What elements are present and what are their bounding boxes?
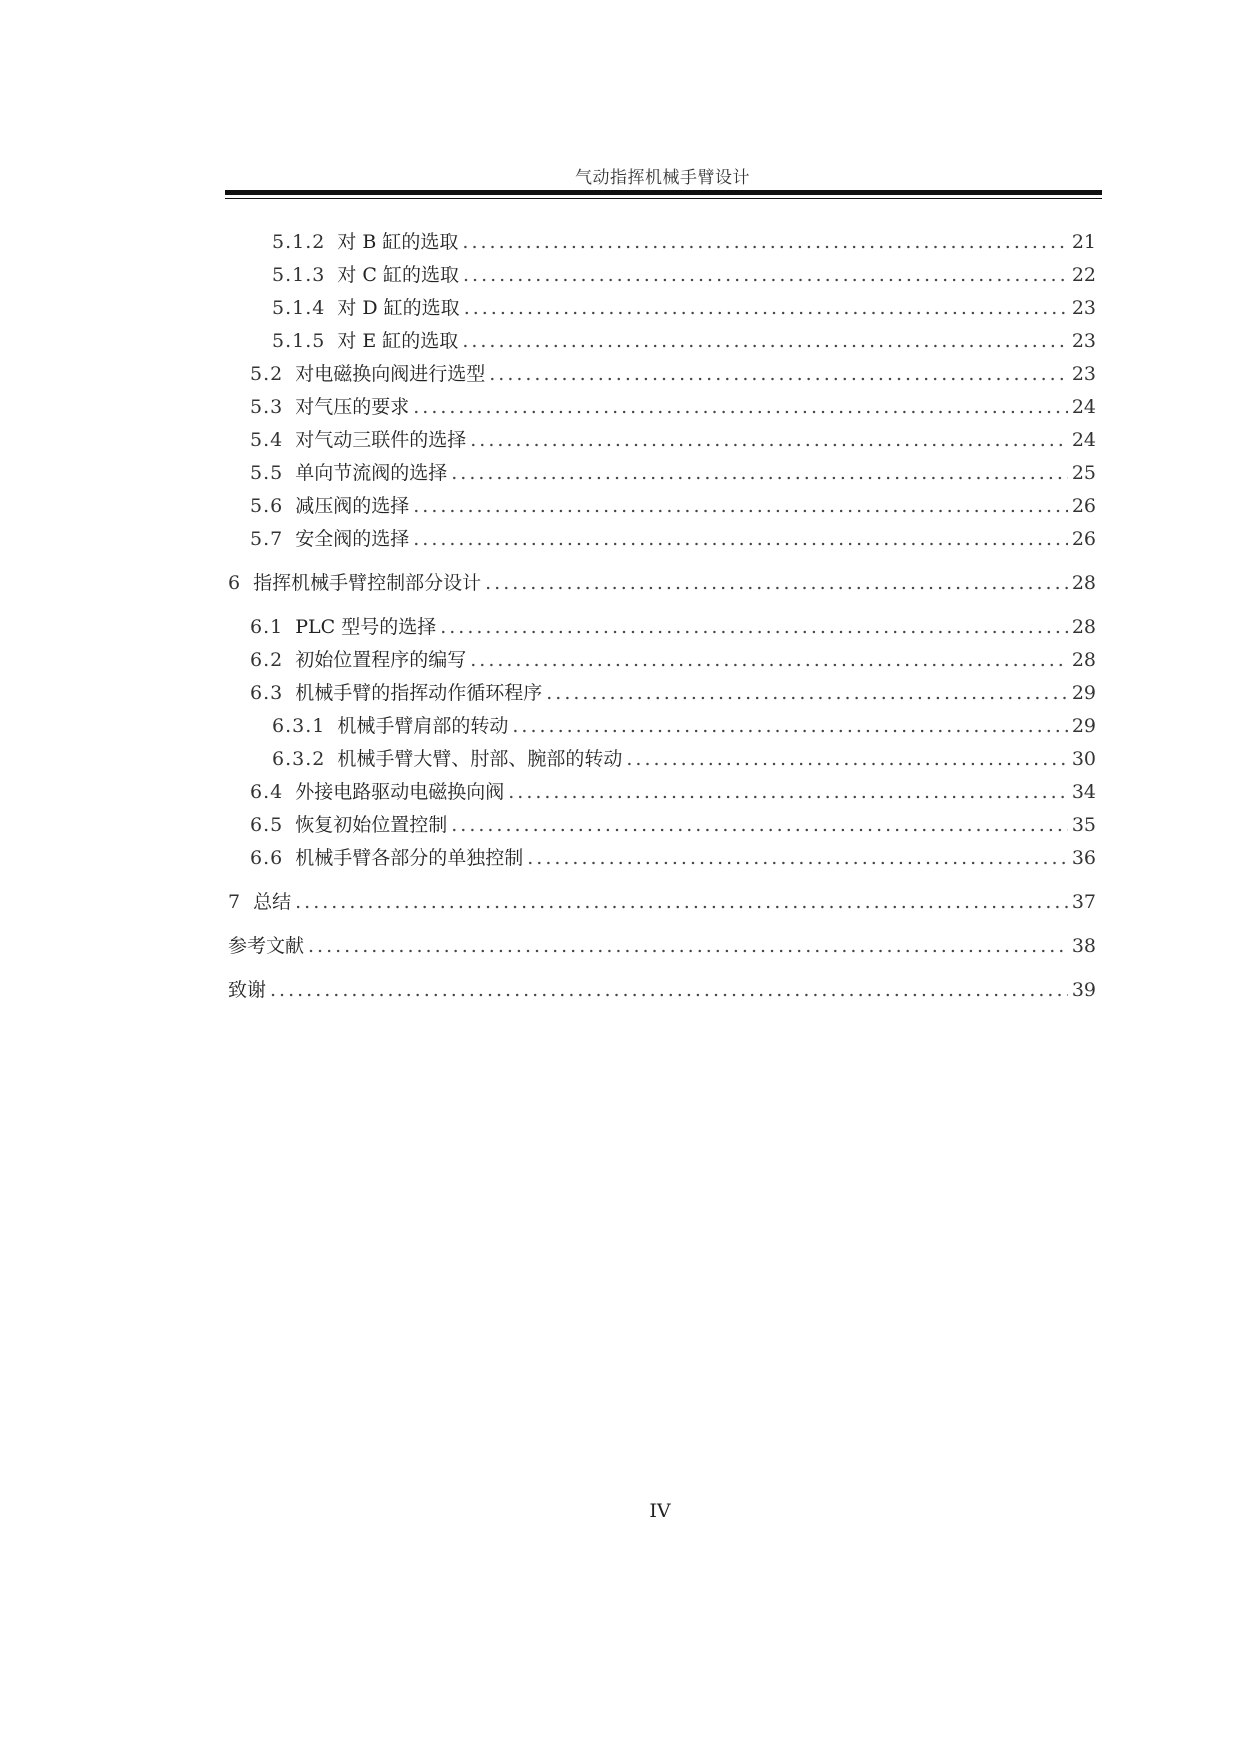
- toc-entry-number: 5.1.2: [272, 231, 326, 253]
- toc-entry-page-number: 35: [1071, 814, 1096, 836]
- toc-entry-number: 6.3.1: [272, 715, 326, 737]
- toc-entry-number: 6.4: [250, 781, 284, 803]
- toc-entry-page-number: 23: [1071, 297, 1096, 319]
- toc-entry-title: 单向节流阀的选择: [295, 462, 448, 484]
- toc-entry-number: 5.3: [250, 396, 284, 418]
- toc-entry-page-number: 26: [1071, 495, 1096, 517]
- toc-entry-page-number: 28: [1071, 616, 1096, 638]
- toc-entry[interactable]: [228, 710, 1096, 743]
- toc-entry-page-number: 23: [1071, 330, 1096, 352]
- toc-dot-leader: [508, 776, 1068, 809]
- toc-entry[interactable]: [228, 974, 1096, 1007]
- toc-dot-leader: [485, 567, 1068, 600]
- toc-entry-page-number: 21: [1071, 231, 1096, 253]
- toc-entry-page-number: 24: [1071, 396, 1096, 418]
- toc-dot-leader: [451, 457, 1068, 490]
- toc-dot-leader: [470, 424, 1068, 457]
- toc-entry-page-number: 30: [1071, 748, 1096, 770]
- toc-entry[interactable]: [228, 358, 1096, 391]
- toc-dot-leader: [295, 886, 1068, 919]
- toc-entry-page-number: 25: [1071, 462, 1096, 484]
- toc-entry-page-number: 28: [1071, 572, 1096, 594]
- toc-entry-title: 外接电路驱动电磁换向阀: [295, 781, 505, 803]
- toc-entry[interactable]: [228, 523, 1096, 556]
- toc-entry[interactable]: [228, 292, 1096, 325]
- toc-dot-leader: [546, 677, 1068, 710]
- toc-entry-number: 5.1.3: [272, 264, 326, 286]
- toc-entry-page-number: 39: [1071, 979, 1096, 1001]
- toc-entry-title: 对电磁换向阀进行选型: [295, 363, 486, 385]
- toc-entry-page-number: 38: [1071, 935, 1096, 957]
- toc-dot-leader: [413, 490, 1068, 523]
- toc-entry-number: 6.3: [250, 682, 284, 704]
- toc-entry-title: 指挥机械手臂控制部分设计: [253, 572, 482, 594]
- toc-entry[interactable]: [228, 809, 1096, 842]
- toc-entry[interactable]: [228, 259, 1096, 292]
- toc-entry[interactable]: [228, 842, 1096, 875]
- toc-entry[interactable]: [228, 457, 1096, 490]
- toc-dot-leader: [626, 743, 1067, 776]
- toc-entry-title: 对 B 缸的选取: [337, 231, 459, 253]
- running-header-title: 气动指挥机械手臂设计: [575, 168, 750, 188]
- toc-entry-number: 6.5: [250, 814, 284, 836]
- toc-entry-title: 机械手臂各部分的单独控制: [295, 847, 524, 869]
- toc-entry[interactable]: [228, 424, 1096, 457]
- toc-entry-page-number: 37: [1071, 891, 1096, 913]
- toc-entry[interactable]: [228, 567, 1096, 600]
- toc-entry[interactable]: [228, 776, 1096, 809]
- toc-entry-title: 安全阀的选择: [295, 528, 410, 550]
- toc-entry-title: 致谢: [228, 979, 267, 1001]
- toc-dot-leader: [270, 974, 1068, 1007]
- toc-entry-title: 机械手臂的指挥动作循环程序: [295, 682, 543, 704]
- toc-entry-page-number: 26: [1071, 528, 1096, 550]
- toc-dot-leader: [462, 325, 1068, 358]
- toc-entry[interactable]: [228, 325, 1096, 358]
- toc-entry-page-number: 34: [1071, 781, 1096, 803]
- toc-entry-number: 5.5: [250, 462, 284, 484]
- toc-entry[interactable]: [228, 611, 1096, 644]
- toc-entry-page-number: 29: [1071, 715, 1096, 737]
- toc-entry-number: 6.1: [250, 616, 284, 638]
- toc-entry[interactable]: [228, 677, 1096, 710]
- toc-entry-page-number: 36: [1071, 847, 1096, 869]
- page-number: IV: [649, 1500, 671, 1522]
- toc-entry-title: PLC 型号的选择: [295, 616, 437, 638]
- toc-entry-number: 5.6: [250, 495, 284, 517]
- toc-entry-number: 6.2: [250, 649, 284, 671]
- toc-entry-title: 对气动三联件的选择: [295, 429, 467, 451]
- toc-entry-title: 恢复初始位置控制: [295, 814, 448, 836]
- toc-entry-page-number: 22: [1071, 264, 1096, 286]
- toc-entry[interactable]: [228, 226, 1096, 259]
- toc-dot-leader: [413, 391, 1068, 424]
- toc-entry-title: 机械手臂大臂、肘部、腕部的转动: [337, 748, 623, 770]
- toc-dot-leader: [440, 611, 1068, 644]
- toc-entry-title: 对 D 缸的选取: [337, 297, 460, 319]
- toc-entry[interactable]: [228, 644, 1096, 677]
- toc-dot-leader: [464, 292, 1068, 325]
- toc-entry-title: 减压阀的选择: [295, 495, 410, 517]
- toc-entry-number: 5.2: [250, 363, 284, 385]
- table-of-contents: [228, 226, 1096, 1007]
- toc-entry-page-number: 28: [1071, 649, 1096, 671]
- toc-entry-title: 初始位置程序的编写: [295, 649, 467, 671]
- toc-entry-page-number: 29: [1071, 682, 1096, 704]
- toc-entry-number: 5.1.4: [272, 297, 326, 319]
- toc-dot-leader: [512, 710, 1067, 743]
- toc-entry[interactable]: [228, 391, 1096, 424]
- toc-entry-title: 对 C 缸的选取: [337, 264, 459, 286]
- toc-entry[interactable]: [228, 743, 1096, 776]
- toc-entry[interactable]: [228, 930, 1096, 963]
- toc-entry-number: 5.1.5: [272, 330, 326, 352]
- toc-dot-leader: [527, 842, 1068, 875]
- toc-dot-leader: [451, 809, 1068, 842]
- toc-entry-number: 6: [228, 572, 242, 594]
- toc-dot-leader: [462, 226, 1067, 259]
- toc-entry-title: 参考文献: [228, 935, 305, 957]
- toc-dot-leader: [470, 644, 1068, 677]
- toc-dot-leader: [489, 358, 1068, 391]
- toc-entry-title: 机械手臂肩部的转动: [337, 715, 509, 737]
- header-rule-thick: [225, 190, 1102, 195]
- toc-entry-number: 7: [228, 891, 242, 913]
- toc-entry-page-number: 24: [1071, 429, 1096, 451]
- toc-dot-leader: [463, 259, 1068, 292]
- toc-entry-number: 6.6: [250, 847, 284, 869]
- toc-entry[interactable]: [228, 490, 1096, 523]
- toc-entry-title: 对气压的要求: [295, 396, 410, 418]
- toc-entry-number: 6.3.2: [272, 748, 326, 770]
- toc-entry-number: 5.7: [250, 528, 284, 550]
- toc-dot-leader: [308, 930, 1068, 963]
- toc-entry-title: 对 E 缸的选取: [337, 330, 459, 352]
- toc-entry[interactable]: [228, 886, 1096, 919]
- toc-dot-leader: [413, 523, 1068, 556]
- toc-entry-number: 5.4: [250, 429, 284, 451]
- header-rule-thin: [225, 198, 1102, 199]
- toc-entry-title: 总结: [253, 891, 292, 913]
- toc-entry-page-number: 23: [1071, 363, 1096, 385]
